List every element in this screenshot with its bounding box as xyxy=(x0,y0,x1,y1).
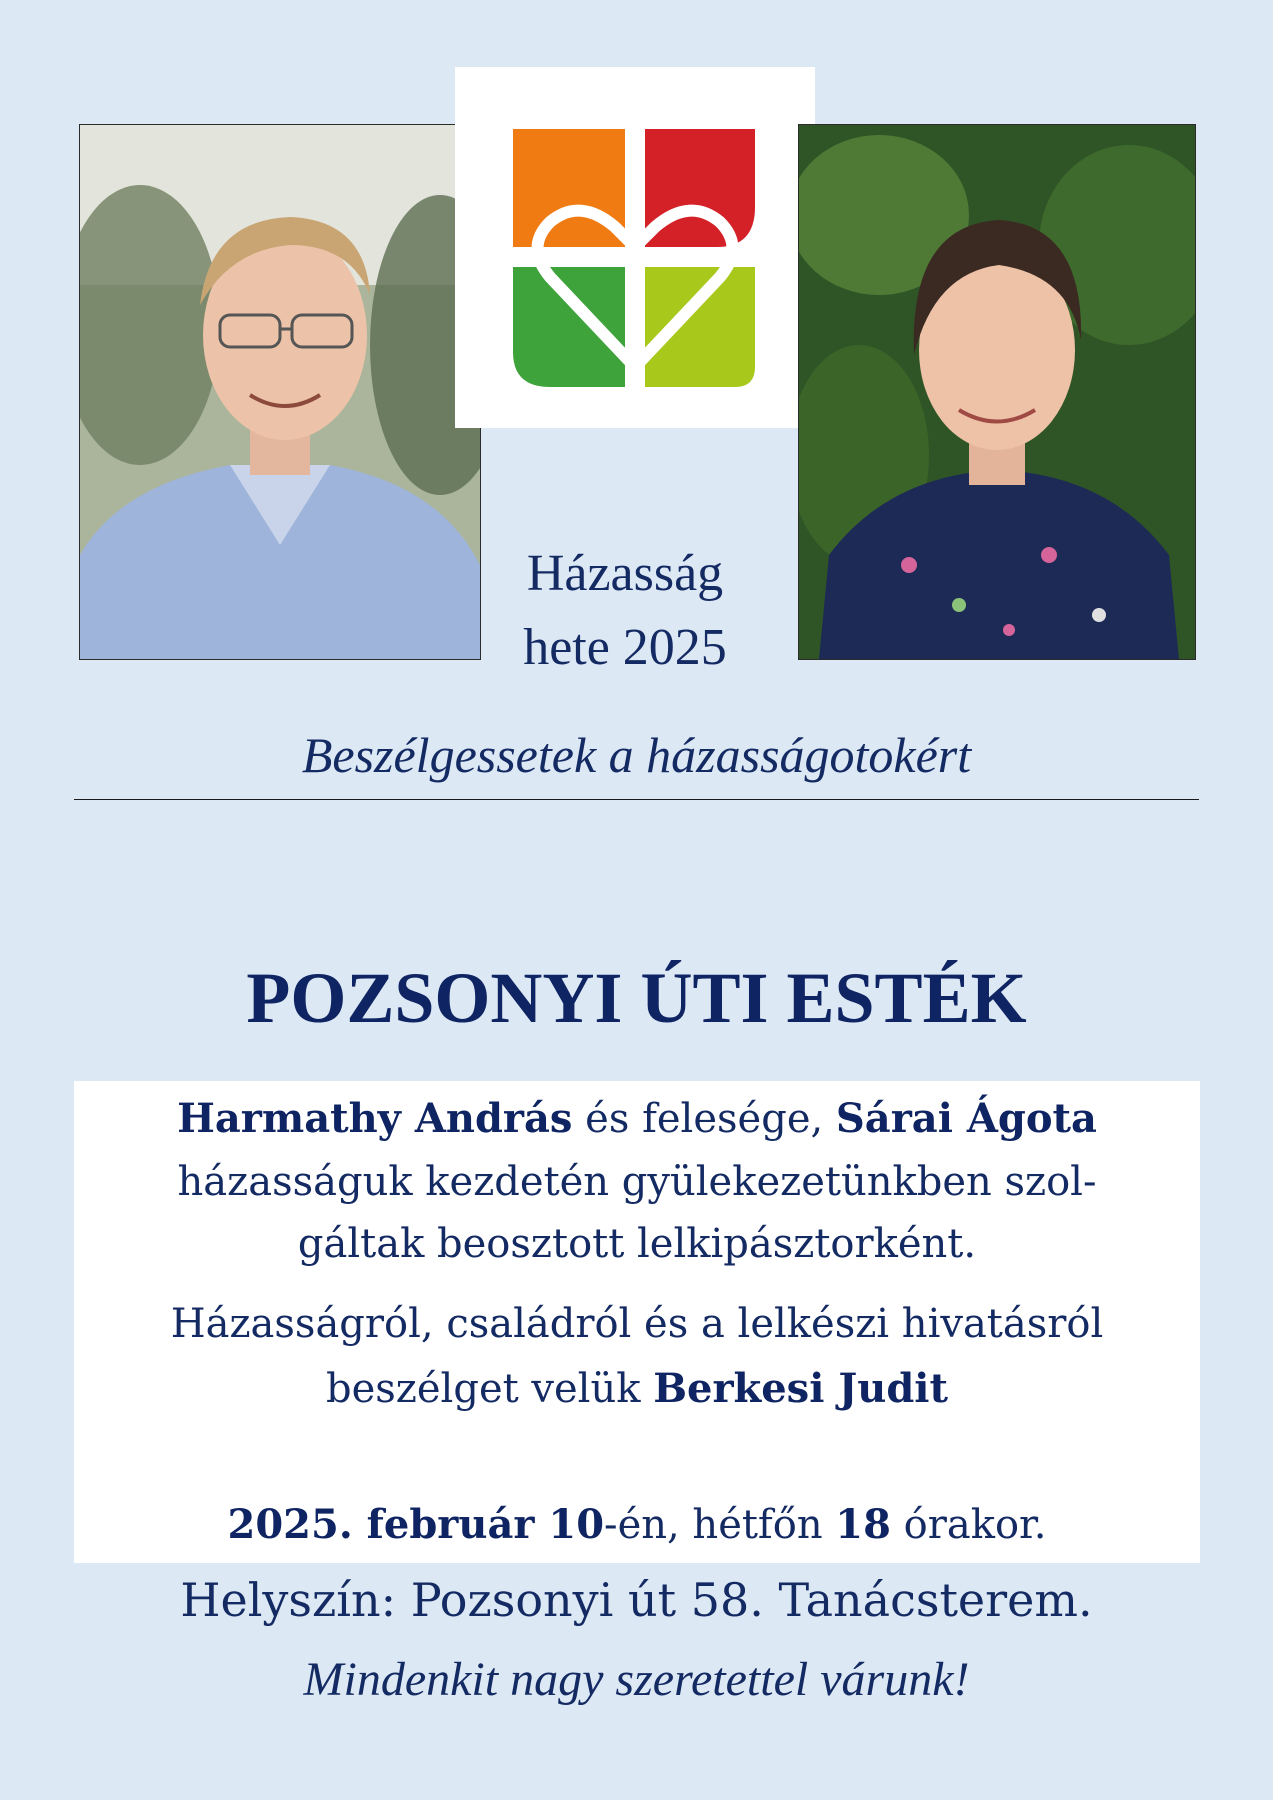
info-line-3: gáltak beosztott lelkipásztorként. xyxy=(297,1221,977,1267)
info-box xyxy=(74,1081,1200,1563)
date-end: órakor. xyxy=(890,1502,1047,1548)
event-location: Helyszín: Pozsonyi út 58. Tanácsterem. xyxy=(180,1573,1093,1627)
speaker-name-1: Harmathy András xyxy=(177,1095,573,1142)
info-line-4: Házasságról, családról és a lelkészi hivatásról xyxy=(170,1301,1104,1347)
info-line-2: házasságuk kezdetén gyülekezetünkben szol- xyxy=(177,1159,1097,1205)
speaker-name-2: Sárai Ágota xyxy=(835,1095,1097,1142)
host-name: Berkesi Judit xyxy=(653,1365,948,1412)
info-line-1 xyxy=(74,1095,1200,1142)
man-portrait-icon xyxy=(80,125,480,659)
info-text-5: beszélget velük xyxy=(326,1366,654,1412)
title-line-1: Házasság xyxy=(526,545,724,602)
logo-box xyxy=(455,67,815,428)
date-year: 2025. február 10 xyxy=(227,1501,605,1548)
man-portrait-photo xyxy=(79,124,481,660)
heart-flower-logo-icon xyxy=(455,67,815,428)
divider xyxy=(74,799,1199,800)
title-line-2: hete 2025 xyxy=(523,619,727,676)
woman-portrait-photo xyxy=(798,124,1196,660)
date-mid: -én, hétfőn xyxy=(604,1502,836,1548)
info-line-5 xyxy=(74,1365,1200,1412)
subtitle: Beszélgessetek a házasságotokért xyxy=(301,727,972,783)
event-title: POZSONYI ÚTI ESTÉK xyxy=(246,958,1027,1038)
date-hour: 18 xyxy=(835,1501,891,1548)
event-date xyxy=(74,1501,1200,1548)
info-text-1: és felesége, xyxy=(572,1096,836,1142)
woman-portrait-icon xyxy=(799,125,1195,659)
welcome-text: Mindenkit nagy szeretettel várunk! xyxy=(303,1653,970,1706)
